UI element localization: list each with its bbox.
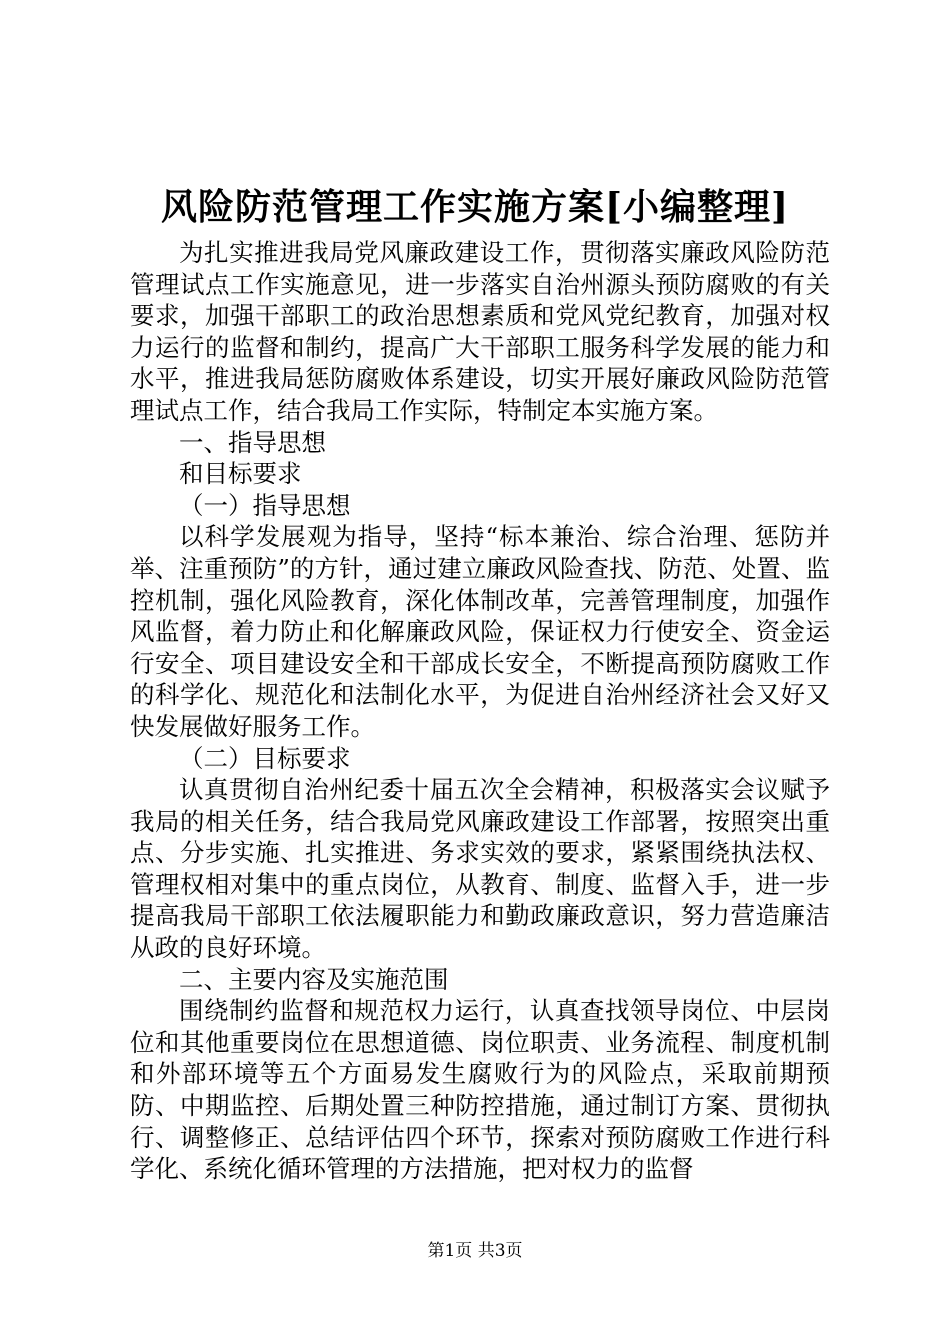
paragraph-goals: 认真贯彻自治州纪委十届五次全会精神，积极落实会议赋予我局的相关任务，结合我局党风廉政建设工作部署，按照突出重点、分步实施、扎实推进、务求实效的要求，紧紧围绕执法权、管理权相对集中的重点岗位，从教育、制度、监督入手，进一步提高我局干部职工依法履职能力和勤政廉政意识，努力营造廉洁从政的良好环境。 — [130, 775, 830, 963]
paragraph-guiding-thought: 以科学发展观为指导，坚持“标本兼治、综合治理、惩防并举、注重预防”的方针，通过建立廉政风险查找、防范、处置、监控机制，强化风险教育，深化体制改革，完善管理制度，加强作风监督，着力防止和化解廉政风险，保证权力行使安全、资金运行安全、项目建设安全和干部成长安全，不断提高预防腐败工作的科学化、规范化和法制化水平，为促进自治州经济社会又好又快发展做好服务工作。 — [130, 522, 830, 741]
page-footer: 第1页 共3页 — [427, 1241, 523, 1261]
section-heading-1-continued: 和目标要求 — [179, 459, 302, 489]
subsection-heading-guiding-thought: （一）指导思想 — [179, 490, 351, 520]
subsection-heading-goals: （二）目标要求 — [179, 743, 351, 773]
document-body — [130, 237, 830, 1185]
section-heading-1: 一、指导思想 — [179, 427, 326, 457]
paragraph-main-content: 围绕制约监督和规范权力运行，认真查找领导岗位、中层岗位和其他重要岗位在思想道德、岗位职责、业务流程、制度机制和外部环境等五个方面易发生腐败行为的风险点，采取前期预防、中期监控、后期处置三种防控措施，通过制订方案、贯彻执行、调整修正、总结评估四个环节，探索对预防腐败工作进行科学化、系统化循环管理的方法措施，把对权力的监督 — [130, 996, 830, 1184]
paragraph-intro: 为扎实推进我局党风廉政建设工作，贯彻落实廉政风险防范管理试点工作实施意见，进一步落实自治州源头预防腐败的有关要求，加强干部职工的政治思想素质和党风党纪教育，加强对权力运行的监督和制约，提高广大干部职工服务科学发展的能力和水平，推进我局惩防腐败体系建设，切实开展好廉政风险防范管理试点工作，结合我局工作实际，特制定本实施方案。 — [130, 238, 830, 425]
section-heading-2: 二、主要内容及实施范围 — [179, 964, 449, 994]
document-title: 风险防范管理工作实施方案[小编整理] — [160, 186, 790, 228]
